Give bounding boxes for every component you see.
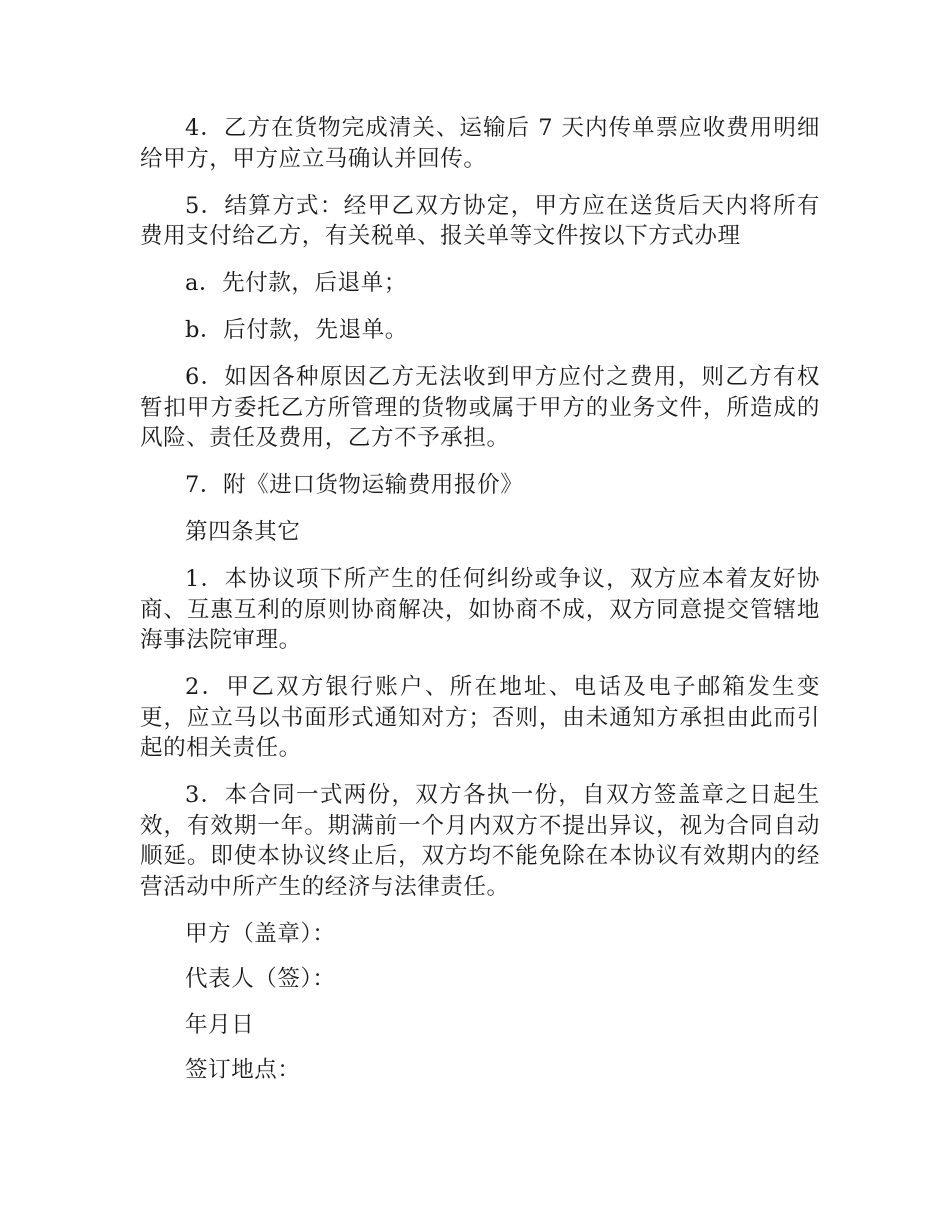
document-body [140, 113, 820, 1101]
article-4-clause-2-changes: 2．甲乙双方银行账户、所在地址、电话及电子邮箱发生变更，应立马以书面形式通知对方；否则，由未通知方承担由此而引起的相关责任。 [140, 674, 820, 761]
article-4-heading: 第四条其它 [185, 519, 301, 545]
settlement-option-a: a．先付款，后退单； [185, 270, 407, 296]
settlement-option-b: b．后付款，先退单。 [185, 317, 408, 343]
party-a-seal-line: 甲方（盖章）： [185, 920, 336, 947]
signing-place-line: 签订地点： [185, 1057, 301, 1083]
clause-7-attachment: 7．附《进口货物运输费用报价》 [185, 472, 524, 498]
clause-5-settlement-method: 5．结算方式：经甲乙双方协定，甲方应在送货后天内将所有费用支付给乙方，有关税单、报关单等文件按以下方式办理 [140, 192, 820, 249]
article-4-clause-1-disputes: 1．本协议项下所产生的任何纠纷或争议，双方应本着友好协商、互惠互利的原则协商解决，如协商不成，双方同意提交管辖地海事法院审理。 [140, 566, 820, 653]
article-4-clause-3-validity: 3．本合同一式两份，双方各执一份，自双方签盖章之日起生效，有效期一年。期满前一个月内双方不提出异议，视为合同自动顺延。即使本协议终止后，双方均不能免除在本协议有效期内的经营活动中所产生的经济与法律责任。 [140, 782, 820, 900]
date-line: 年月日 [185, 1011, 255, 1038]
representative-signature-line: 代表人（签）： [185, 966, 336, 992]
clause-6-payment-default: 6．如因各种原因乙方无法收到甲方应付之费用，则乙方有权暂扣甲方委托乙方所管理的货物或属于甲方的业务文件，所造成的风险、责任及费用，乙方不予承担。 [140, 364, 820, 451]
clause-4-invoice-details: 4．乙方在货物完成清关、运输后 7 天内传单票应收费用明细给甲方，甲方应立马确认并回传。 [140, 115, 820, 172]
